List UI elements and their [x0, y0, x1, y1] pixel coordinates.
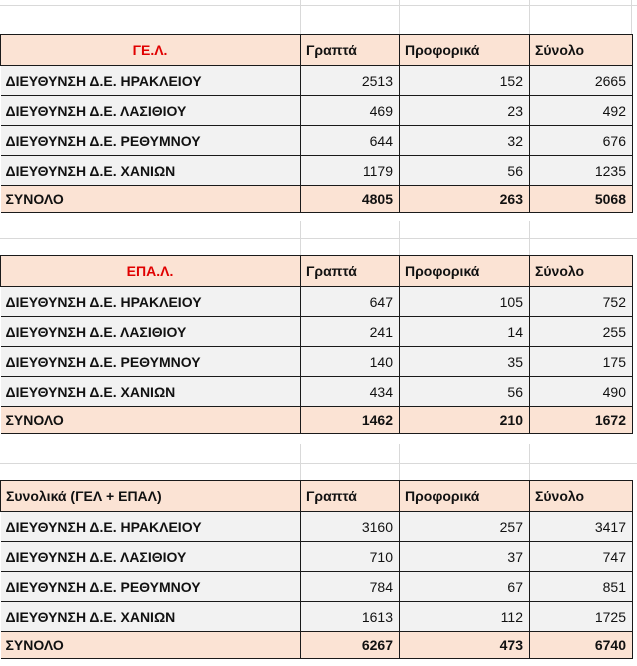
- cell-written: 644: [301, 126, 400, 156]
- cell-oral: 152: [400, 66, 530, 96]
- column-header-total: Σύνολο: [530, 481, 633, 512]
- cell-written: 1179: [301, 156, 400, 186]
- cell-total: 752: [530, 287, 633, 317]
- cell-oral: 56: [400, 377, 530, 407]
- column-header-oral: Προφορικά: [400, 481, 530, 512]
- cell-written: 2513: [301, 66, 400, 96]
- cell-written: 140: [301, 347, 400, 377]
- row-name: ΔΙΕΥΘΥΝΣΗ Δ.Ε. ΡΕΘΥΜΝΟΥ: [1, 126, 301, 156]
- column-header-written: Γραπτά: [301, 256, 400, 287]
- table-epal: [0, 255, 633, 434]
- table-row: [1, 96, 633, 126]
- table-title: ΓΕ.Λ.: [1, 35, 301, 66]
- row-name: ΔΙΕΥΘΥΝΣΗ Δ.Ε. ΛΑΣΙΘΙΟΥ: [1, 96, 301, 126]
- cell-oral: 112: [400, 602, 530, 632]
- table-row: [1, 602, 633, 632]
- grid-line: [0, 463, 637, 464]
- cell-oral: 105: [400, 287, 530, 317]
- table-row: [1, 347, 633, 377]
- grid-line: [0, 5, 637, 6]
- table-title: ΕΠΑ.Λ.: [1, 256, 301, 287]
- total-label: ΣΥΝΟΛΟ: [1, 407, 301, 434]
- table-combined: [0, 480, 633, 659]
- total-written: 6267: [301, 632, 400, 659]
- table-row: [1, 317, 633, 347]
- table-header-row: [1, 256, 633, 287]
- cell-oral: 56: [400, 156, 530, 186]
- cell-written: 647: [301, 287, 400, 317]
- cell-total: 1235: [530, 156, 633, 186]
- cell-oral: 37: [400, 542, 530, 572]
- total-total: 5068: [530, 186, 633, 213]
- row-name: ΔΙΕΥΘΥΝΣΗ Δ.Ε. ΧΑΝΙΩΝ: [1, 602, 301, 632]
- cell-oral: 23: [400, 96, 530, 126]
- cell-total: 175: [530, 347, 633, 377]
- row-name: ΔΙΕΥΘΥΝΣΗ Δ.Ε. ΗΡΑΚΛΕΙΟΥ: [1, 287, 301, 317]
- table-row: [1, 156, 633, 186]
- cell-oral: 257: [400, 512, 530, 542]
- table-row: [1, 542, 633, 572]
- cell-total: 1725: [530, 602, 633, 632]
- cell-total: 851: [530, 572, 633, 602]
- cell-written: 1613: [301, 602, 400, 632]
- grid-line: [300, 444, 301, 480]
- column-header-total: Σύνολο: [530, 35, 633, 66]
- cell-total: 747: [530, 542, 633, 572]
- cell-oral: 67: [400, 572, 530, 602]
- table-title: Συνολικά (ΓΕΛ + ΕΠΑΛ): [1, 481, 301, 512]
- cell-oral: 14: [400, 317, 530, 347]
- cell-written: 469: [301, 96, 400, 126]
- cell-total: 676: [530, 126, 633, 156]
- column-header-written: Γραπτά: [301, 481, 400, 512]
- cell-oral: 35: [400, 347, 530, 377]
- table-header-row: [1, 35, 633, 66]
- cell-total: 255: [530, 317, 633, 347]
- table-row: [1, 126, 633, 156]
- total-row: [1, 407, 633, 434]
- total-total: 1672: [530, 407, 633, 434]
- row-name: ΔΙΕΥΘΥΝΣΗ Δ.Ε. ΗΡΑΚΛΕΙΟΥ: [1, 66, 301, 96]
- total-total: 6740: [530, 632, 633, 659]
- total-written: 4805: [301, 186, 400, 213]
- cell-oral: 32: [400, 126, 530, 156]
- table-row: [1, 287, 633, 317]
- table-gel: [0, 34, 633, 213]
- grid-line: [0, 238, 637, 239]
- cell-total: 2665: [530, 66, 633, 96]
- table-row: [1, 512, 633, 542]
- total-oral: 473: [400, 632, 530, 659]
- total-row: [1, 186, 633, 213]
- row-name: ΔΙΕΥΘΥΝΣΗ Δ.Ε. ΧΑΝΙΩΝ: [1, 156, 301, 186]
- cell-total: 3417: [530, 512, 633, 542]
- column-header-total: Σύνολο: [530, 256, 633, 287]
- grid-line: [399, 444, 400, 480]
- total-oral: 263: [400, 186, 530, 213]
- total-label: ΣΥΝΟΛΟ: [1, 632, 301, 659]
- column-header-written: Γραπτά: [301, 35, 400, 66]
- grid-line: [529, 444, 530, 480]
- total-written: 1462: [301, 407, 400, 434]
- cell-written: 710: [301, 542, 400, 572]
- cell-total: 492: [530, 96, 633, 126]
- total-row: [1, 632, 633, 659]
- row-name: ΔΙΕΥΘΥΝΣΗ Δ.Ε. ΛΑΣΙΘΙΟΥ: [1, 317, 301, 347]
- table-row: [1, 572, 633, 602]
- cell-written: 784: [301, 572, 400, 602]
- total-label: ΣΥΝΟΛΟ: [1, 186, 301, 213]
- table-row: [1, 66, 633, 96]
- row-name: ΔΙΕΥΘΥΝΣΗ Δ.Ε. ΛΑΣΙΘΙΟΥ: [1, 542, 301, 572]
- row-name: ΔΙΕΥΘΥΝΣΗ Δ.Ε. ΡΕΘΥΜΝΟΥ: [1, 347, 301, 377]
- column-header-oral: Προφορικά: [400, 256, 530, 287]
- column-header-oral: Προφορικά: [400, 35, 530, 66]
- total-oral: 210: [400, 407, 530, 434]
- table-row: [1, 377, 633, 407]
- cell-written: 241: [301, 317, 400, 347]
- table-header-row: [1, 481, 633, 512]
- row-name: ΔΙΕΥΘΥΝΣΗ Δ.Ε. ΗΡΑΚΛΕΙΟΥ: [1, 512, 301, 542]
- cell-written: 3160: [301, 512, 400, 542]
- row-name: ΔΙΕΥΘΥΝΣΗ Δ.Ε. ΡΕΘΥΜΝΟΥ: [1, 572, 301, 602]
- row-name: ΔΙΕΥΘΥΝΣΗ Δ.Ε. ΧΑΝΙΩΝ: [1, 377, 301, 407]
- cell-written: 434: [301, 377, 400, 407]
- cell-total: 490: [530, 377, 633, 407]
